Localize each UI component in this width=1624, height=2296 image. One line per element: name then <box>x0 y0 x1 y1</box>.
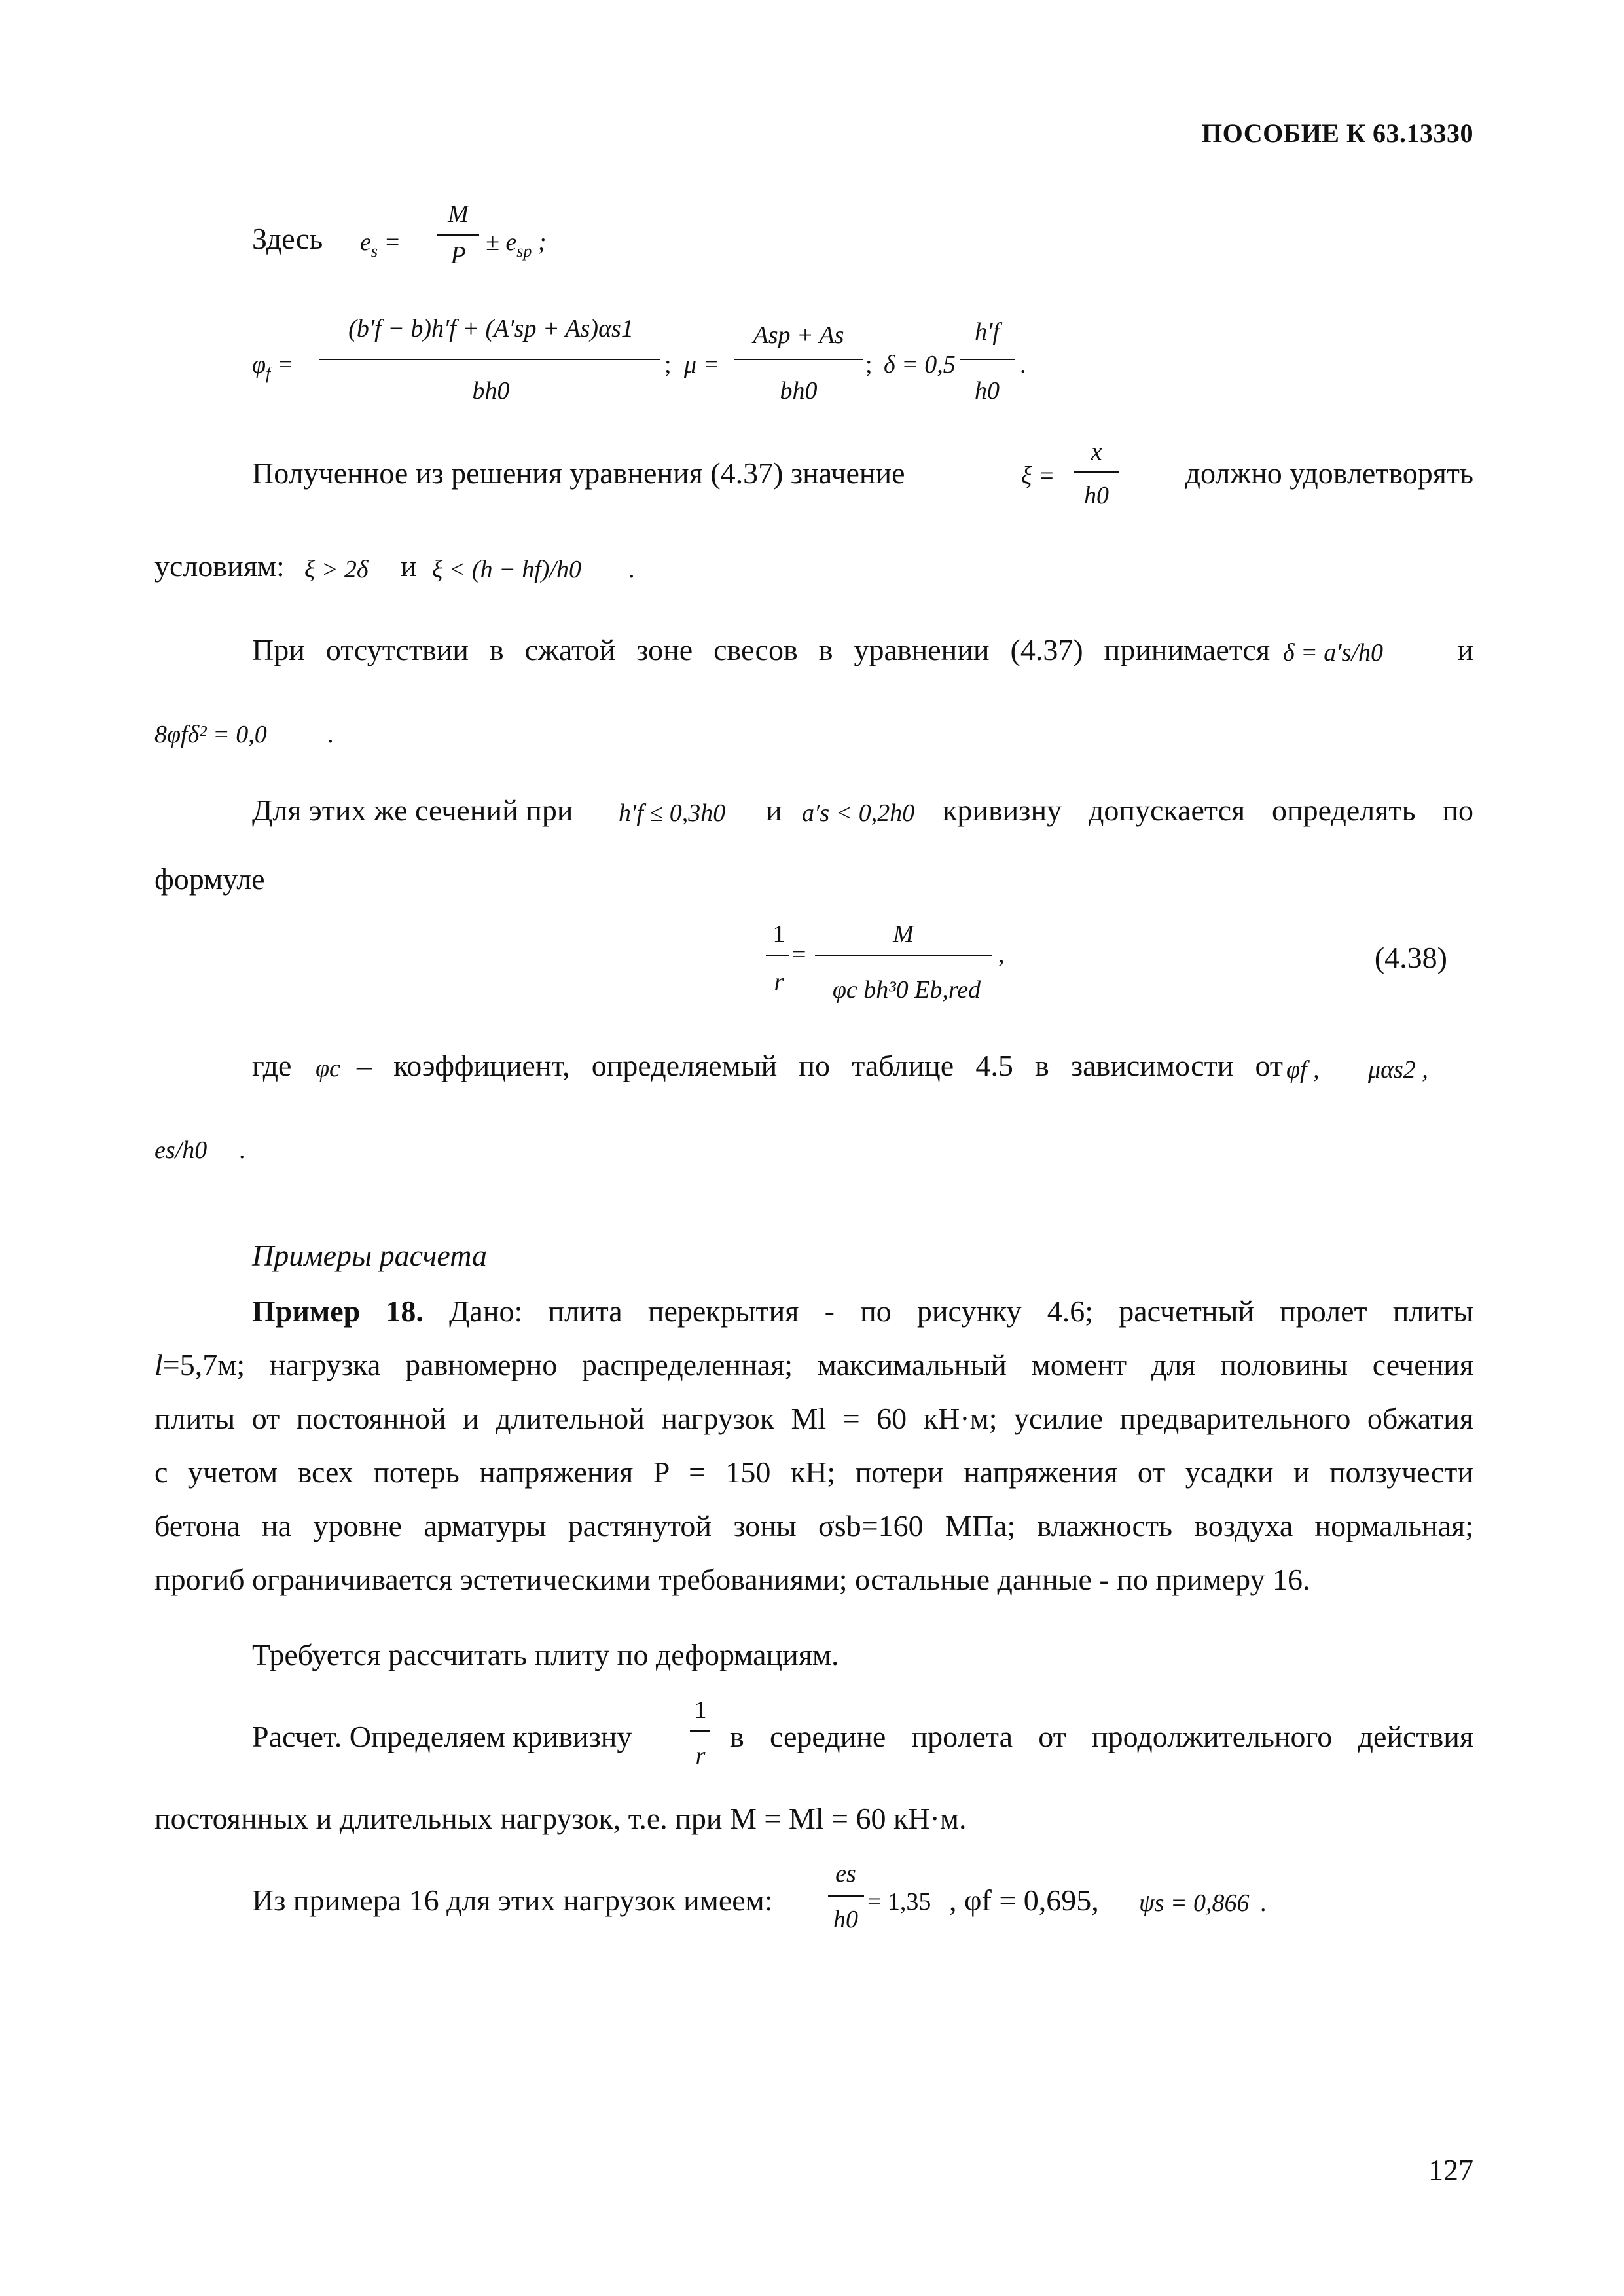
eq438-number: (4.38) <box>1374 941 1447 974</box>
para-calc-den: r <box>695 1742 706 1770</box>
example-line5: бетона на уровне арматуры растянутой зоны σsb=160 МПа; влажность воздуха нормальная; <box>154 1509 1473 1542</box>
running-header: ПОСОБИЕ К 63.13330 <box>1202 118 1473 148</box>
eq-es-bar <box>437 234 479 236</box>
eq-phi-bar <box>319 359 660 360</box>
para-last-val: = 1,35 <box>867 1888 931 1916</box>
para-last-t1: Из примера 16 для этих нагрузок имеем: <box>252 1884 773 1917</box>
para-calc-t1: Расчет. Определяем кривизну <box>252 1720 632 1753</box>
eq438-bar <box>815 955 992 956</box>
para-last-den: h0 <box>833 1906 858 1933</box>
example-line6: прогиб ограничивается эстетическими требованиями; остальные данные - по примеру 16. <box>154 1563 1310 1596</box>
para3b-text: формуле <box>154 862 265 896</box>
para1-text: Полученное из решения уравнения (4.37) значение <box>252 456 905 490</box>
para-calc-b: постоянных и длительных нагрузок, т.е. при M = Ml = 60 кН·м. <box>154 1802 967 1835</box>
eq-delta-lhs: δ = 0,5 <box>884 351 956 378</box>
para1-den: h0 <box>1084 482 1109 509</box>
eq438-num: M <box>893 920 914 948</box>
para2b-expr: 8φfδ² = 0,0 <box>154 721 267 748</box>
eq-delta-bar <box>960 359 1015 360</box>
para3-t1: Для этих же сечений при <box>252 793 573 827</box>
eq438-lhs-den: r <box>774 968 784 996</box>
para-last-psi: ψs = 0,866 <box>1139 1889 1250 1917</box>
para-calc-t2: в середине пролета от продолжительного действия <box>730 1720 1473 1753</box>
example-line2: l=5,7м; нагрузка равномерно распределенная; максимальный момент для половины сечения <box>154 1348 1473 1381</box>
eq-phi-lhs: $\varphi_f$ = <box>252 351 294 383</box>
eq-delta-den: h0 <box>975 377 1000 405</box>
para-calc-num: 1 <box>694 1696 707 1724</box>
para4-t1: где <box>252 1049 292 1082</box>
example-line1: Пример 18. Дано: плита перекрытия - по рисунку 4.6; расчетный пролет плиты <box>252 1294 1473 1328</box>
eq-es-num: M <box>448 200 469 228</box>
eq-es-den: P <box>450 242 466 269</box>
para4-phic: φc <box>316 1055 340 1082</box>
para1b-cond2: ξ < (h − hf)/h0 <box>432 556 581 583</box>
eq-mu-num: Asp + As <box>753 321 844 349</box>
eq-es-label: Здесь <box>252 222 323 255</box>
para3-t2: кривизну допускается определять по <box>943 793 1473 827</box>
eq438-lhs-num: 1 <box>772 920 785 948</box>
para-last-num: es <box>835 1860 856 1887</box>
para-last-bar <box>828 1895 864 1897</box>
para1b-and: и <box>401 549 417 583</box>
para-required: Требуется рассчитать плиту по деформациям. <box>252 1638 839 1671</box>
para4-t2: – коэффициент, определяемый по таблице 4.5 в зависимости от <box>357 1049 1283 1082</box>
para1-bar <box>1074 471 1119 473</box>
para2-and: и <box>1457 633 1473 666</box>
para1b-text: условиям: <box>154 549 285 583</box>
eq-phi-den: bh0 <box>472 377 510 405</box>
para1-xi: ξ = <box>1021 462 1055 490</box>
para3-and: и <box>766 793 782 827</box>
para3-c2: a′s < 0,2h0 <box>802 799 915 827</box>
eq438-lhs-bar <box>766 955 789 956</box>
page-number: 127 <box>1428 2153 1473 2187</box>
para1-num: x <box>1091 438 1102 465</box>
eq-es-lhs: $e_s$ = <box>360 228 401 261</box>
para4-p2: μαs2 , <box>1368 1056 1428 1084</box>
para-last-t2: , φf = 0,695, <box>949 1884 1099 1917</box>
example-line3: плиты от постоянной и длительной нагрузок Ml = 60 кН·м; усилие предварительного обжатия <box>154 1402 1473 1435</box>
eq-mu-lhs: μ = <box>684 351 720 378</box>
eq-mu-bar <box>734 359 863 360</box>
eq-mu-sep: ; <box>865 351 873 378</box>
para2-text: При отсутствии в сжатой зоне свесов в уравнении (4.37) принимается <box>252 633 1270 666</box>
para3-c1: h′f ≤ 0,3h0 <box>619 799 726 827</box>
para4b-expr: es/h0 <box>154 1137 208 1164</box>
eq438-den: φc bh³0 Eb,red <box>832 976 981 1004</box>
para-calc-bar <box>690 1730 710 1732</box>
eq-es-pm: ± $e_{sp}$ ; <box>486 228 547 261</box>
para2-expr: δ = a′s/h0 <box>1283 639 1383 666</box>
eq-phi-num: (b′f − b)h′f + (A′sp + As)αs1 <box>348 315 634 342</box>
example-line4: с учетом всех потерь напряжения P = 150 кН; потери напряжения от усадки и ползучести <box>154 1455 1473 1489</box>
section-title: Примеры расчета <box>252 1239 487 1272</box>
eq-phi-sep: ; <box>664 351 672 378</box>
eq-mu-den: bh0 <box>780 377 818 405</box>
eq-delta-num: h′f <box>975 318 1000 346</box>
para1b-cond1: ξ > 2δ <box>304 556 369 583</box>
para4-p1: φf , <box>1286 1056 1320 1084</box>
para1-tail: должно удовлетворять <box>1185 456 1473 490</box>
